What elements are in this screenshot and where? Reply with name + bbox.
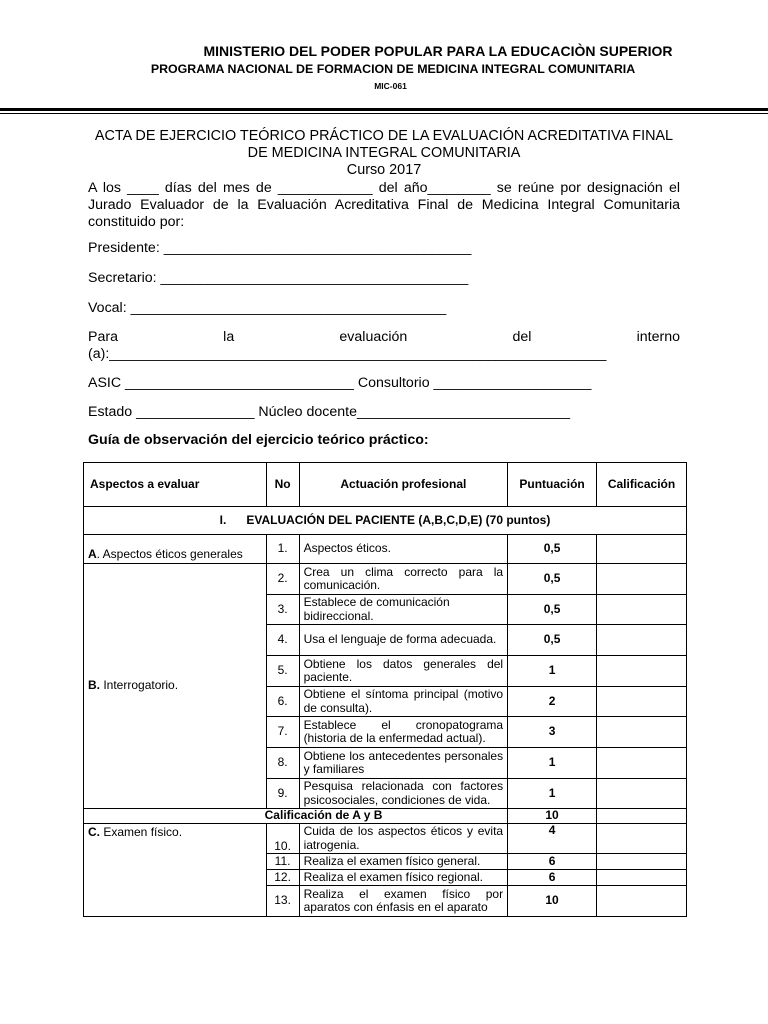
- asic-consultorio-field[interactable]: ASIC _____________________________ Consultorio ____________________: [88, 375, 592, 391]
- estado-nucleo-field[interactable]: Estado _______________ Núcleo docente___________________________: [88, 404, 571, 420]
- document-title: [88, 128, 680, 179]
- subtotal-grade-input[interactable]: [597, 809, 687, 824]
- row-actuation: Realiza el examen físico por aparatos con énfasis en el aparato: [299, 886, 508, 917]
- row-score: 6: [508, 870, 597, 886]
- evaluation-table: [83, 462, 687, 917]
- presidente-field[interactable]: Presidente: _______________________________________: [88, 240, 472, 256]
- row-number: 1.: [266, 535, 299, 564]
- row-actuation: Aspectos éticos.: [299, 535, 508, 564]
- row-number: 13.: [266, 886, 299, 917]
- row-grade-input[interactable]: [597, 870, 687, 886]
- row-score: 1: [508, 748, 597, 779]
- row-grade-input[interactable]: [597, 886, 687, 917]
- group-c-cell: [84, 824, 267, 917]
- row-actuation: Realiza el examen físico regional.: [299, 870, 508, 886]
- intern-line-1: [88, 329, 680, 346]
- group-a-label: . Aspectos éticos generales: [96, 546, 243, 561]
- group-b-letter: B.: [88, 678, 100, 693]
- intro-paragraph: A los ____ días del mes de ____________ del año________ se reúne por designación el Jurado Evaluador de la Evaluación Acreditativa Final de Medicina Integral Comunitaria constituido por:: [88, 180, 680, 230]
- row-number: 7.: [266, 717, 299, 748]
- row-actuation: Establece de comunicación bidireccional.: [299, 595, 508, 625]
- ministry-title: MINISTERIO DEL PODER POPULAR PARA LA EDUCACIÒN SUPERIOR: [203, 43, 673, 59]
- header-aspects: Aspectos a evaluar: [84, 463, 267, 507]
- row-grade-input[interactable]: [597, 595, 687, 625]
- program-title: PROGRAMA NACIONAL DE FORMACION DE MEDICINA INTEGRAL COMUNITARIA: [150, 62, 636, 76]
- row-grade-input[interactable]: [597, 824, 687, 854]
- row-actuation: Obtiene los datos generales del paciente.: [299, 656, 508, 687]
- document-code: MIC-061: [374, 81, 407, 91]
- row-actuation: Crea un clima correcto para la comunicación.: [299, 564, 508, 595]
- row-number: 8.: [266, 748, 299, 779]
- row-grade-input[interactable]: [597, 717, 687, 748]
- row-score: 1: [508, 656, 597, 687]
- group-c-label: Examen físico.: [100, 825, 183, 839]
- header-no: No: [266, 463, 299, 507]
- intern-field[interactable]: [88, 329, 680, 363]
- row-number: 3.: [266, 595, 299, 625]
- row-number: 10.: [266, 824, 299, 854]
- section-title-text: EVALUACIÓN DEL PACIENTE (A,B,C,D,E) (70 puntos): [246, 512, 551, 527]
- guide-heading: Guía de observación del ejercicio teórico práctico:: [88, 432, 429, 448]
- row-actuation: Cuida de los aspectos éticos y evita iatrogenia.: [299, 824, 508, 854]
- row-actuation: Usa el lenguaje de forma adecuada.: [299, 625, 508, 656]
- title-line-2: DE MEDICINA INTEGRAL COMUNITARIA: [247, 145, 521, 161]
- eval-word: evaluación: [339, 329, 408, 345]
- title-line-1: ACTA DE EJERCICIO TEÓRICO PRÁCTICO DE LA EVALUACIÓN ACREDITATIVA FINAL: [94, 128, 674, 144]
- subtotal-value: 10: [508, 809, 597, 824]
- vocal-field[interactable]: Vocal: ________________________________________: [88, 300, 447, 316]
- header-actuation: Actuación profesional: [299, 463, 508, 507]
- secretario-field[interactable]: Secretario: _______________________________________: [88, 270, 469, 286]
- table-row: [84, 564, 687, 595]
- section-row: [84, 507, 687, 535]
- section-title: [84, 507, 687, 535]
- group-a-letter: A: [88, 546, 97, 561]
- intern-line-2: (a):_______________________________________________________________: [88, 346, 607, 362]
- row-score: 6: [508, 854, 597, 870]
- row-number: 12.: [266, 870, 299, 886]
- row-grade-input[interactable]: [597, 854, 687, 870]
- row-number: 5.: [266, 656, 299, 687]
- course-year: Curso 2017: [346, 162, 422, 178]
- row-grade-input[interactable]: [597, 687, 687, 717]
- table-header-row: [84, 463, 687, 507]
- row-grade-input[interactable]: [597, 748, 687, 779]
- eval-word: interno: [636, 329, 680, 345]
- row-grade-input[interactable]: [597, 779, 687, 809]
- subtotal-label: Calificación de A y B: [84, 809, 508, 824]
- row-score: 4: [508, 824, 597, 854]
- eval-word: Para: [88, 329, 118, 345]
- row-score: 0,5: [508, 595, 597, 625]
- group-b-cell: [84, 564, 267, 809]
- row-score: 1: [508, 779, 597, 809]
- header-grade: Calificación: [597, 463, 687, 507]
- row-actuation: Establece el cronopatograma (historia de la enfermedad actual).: [299, 717, 508, 748]
- row-score: 10: [508, 886, 597, 917]
- section-roman: I.: [219, 512, 227, 527]
- subtotal-row: [84, 809, 687, 824]
- row-number: 2.: [266, 564, 299, 595]
- row-actuation: Pesquisa relacionada con factores psicosociales, condiciones de vida.: [299, 779, 508, 809]
- table-row: [84, 535, 687, 564]
- group-c-letter: C.: [88, 825, 100, 839]
- row-number: 9.: [266, 779, 299, 809]
- eval-word: del: [512, 329, 532, 345]
- header-score: Puntuación: [508, 463, 597, 507]
- row-number: 6.: [266, 687, 299, 717]
- row-actuation: Obtiene los antecedentes personales y familiares: [299, 748, 508, 779]
- row-number: 11.: [266, 854, 299, 870]
- row-grade-input[interactable]: [597, 564, 687, 595]
- eval-word: la: [223, 329, 235, 345]
- row-score: 3: [508, 717, 597, 748]
- group-a-cell: [84, 535, 267, 564]
- group-b-label: Interrogatorio.: [100, 678, 179, 693]
- row-number: 4.: [266, 625, 299, 656]
- row-score: 0,5: [508, 535, 597, 564]
- row-grade-input[interactable]: [597, 535, 687, 564]
- row-score: 0,5: [508, 625, 597, 656]
- row-score: 0,5: [508, 564, 597, 595]
- table-row: [84, 824, 687, 854]
- header-rule-thick: [0, 108, 768, 111]
- row-actuation: Realiza el examen físico general.: [299, 854, 508, 870]
- header-rule-thin: [0, 113, 768, 114]
- row-actuation: Obtiene el síntoma principal (motivo de consulta).: [299, 687, 508, 717]
- row-score: 2: [508, 687, 597, 717]
- row-grade-input[interactable]: [597, 625, 687, 656]
- row-grade-input[interactable]: [597, 656, 687, 687]
